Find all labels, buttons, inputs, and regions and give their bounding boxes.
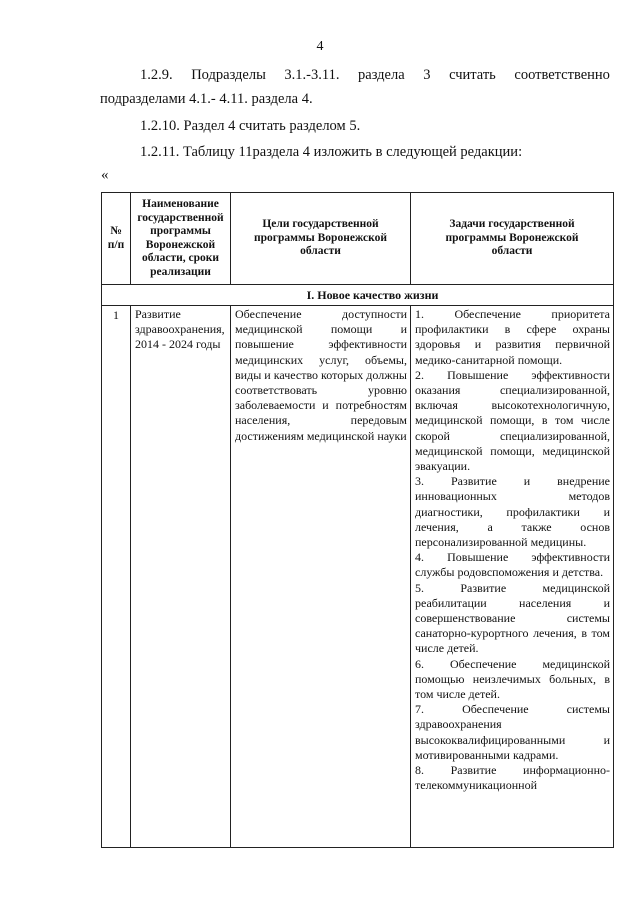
paragraph-1-2-9-continuation: подразделами 4.1.- 4.11. раздела 4. xyxy=(100,91,313,107)
goals-cell: Обеспечение доступности медицинской помощи и повышение эффективности медицинских услуг, объемы, виды и качество которых должны соответствовать уровню заболеваемости и потребностям населения, передовым достижениям медицинской науки xyxy=(231,306,411,848)
paragraph-1-2-11: 1.2.11. Таблицу 11раздела 4 изложить в следующей редакции: xyxy=(140,144,523,160)
p1-part: 3 xyxy=(423,67,431,83)
task-item: 3. Развитие и внедрение инновационных методов диагностики, профилактики и лечения, а также основ персонализированной медицины. xyxy=(415,474,610,550)
page-number: 4 xyxy=(316,39,324,54)
section-row xyxy=(102,285,614,306)
header-tasks: Задачи государственной программы Воронежской области xyxy=(411,193,614,285)
p1-part: соответственно xyxy=(514,67,610,83)
task-item: 1. Обеспечение приоритета профилактики в сфере охраны здоровья и развития первичной медико-санитарной помощи. xyxy=(415,307,610,367)
p1-part: 1.2.9. xyxy=(140,67,173,83)
task-item: 4. Повышение эффективности службы родовспоможения и детства. xyxy=(415,550,610,580)
task-item: 7. Обеспечение системы здравоохранения высококвалифицированными и мотивированными кадрами. xyxy=(415,702,610,762)
header-num: № п/п xyxy=(102,193,131,285)
task-item: 2. Повышение эффективности оказания специализированной, включая высокотехнологичную, медицинской помощи, в том числе скорой специализированной, медицинской помощи, медицинской эвакуации. xyxy=(415,367,610,474)
task-item: 8. Развитие информационно-телекоммуникационной xyxy=(415,763,610,793)
p1-part: 3.1.-3.11. xyxy=(284,67,340,83)
p1-part: Подразделы xyxy=(191,67,266,83)
opening-quote: « xyxy=(101,167,109,183)
table-row xyxy=(102,306,614,848)
table-header-row xyxy=(102,193,614,285)
row-number: 1 xyxy=(102,306,131,848)
header-program-name: Наименование государственной программы Воронежской области, сроки реализации xyxy=(131,193,231,285)
paragraph-1-2-9 xyxy=(140,66,610,84)
section-title: I. Новое качество жизни xyxy=(102,285,614,306)
tasks-cell xyxy=(411,306,614,848)
p1-part: считать xyxy=(449,67,496,83)
program-table xyxy=(101,192,614,848)
task-item: 6. Обеспечение медицинской помощью неизлечимых больных, в том числе детей. xyxy=(415,656,610,702)
p1-part: раздела xyxy=(358,67,405,83)
header-goals: Цели государственной программы Воронежской области xyxy=(231,193,411,285)
paragraph-1-2-10: 1.2.10. Раздел 4 считать разделом 5. xyxy=(140,118,361,134)
task-item: 5. Развитие медицинской реабилитации населения и совершенствование системы санаторно-курортного лечения, в том числе детей. xyxy=(415,580,610,656)
program-name-cell: Развитие здравоохранения, 2014 - 2024 годы xyxy=(131,306,231,848)
